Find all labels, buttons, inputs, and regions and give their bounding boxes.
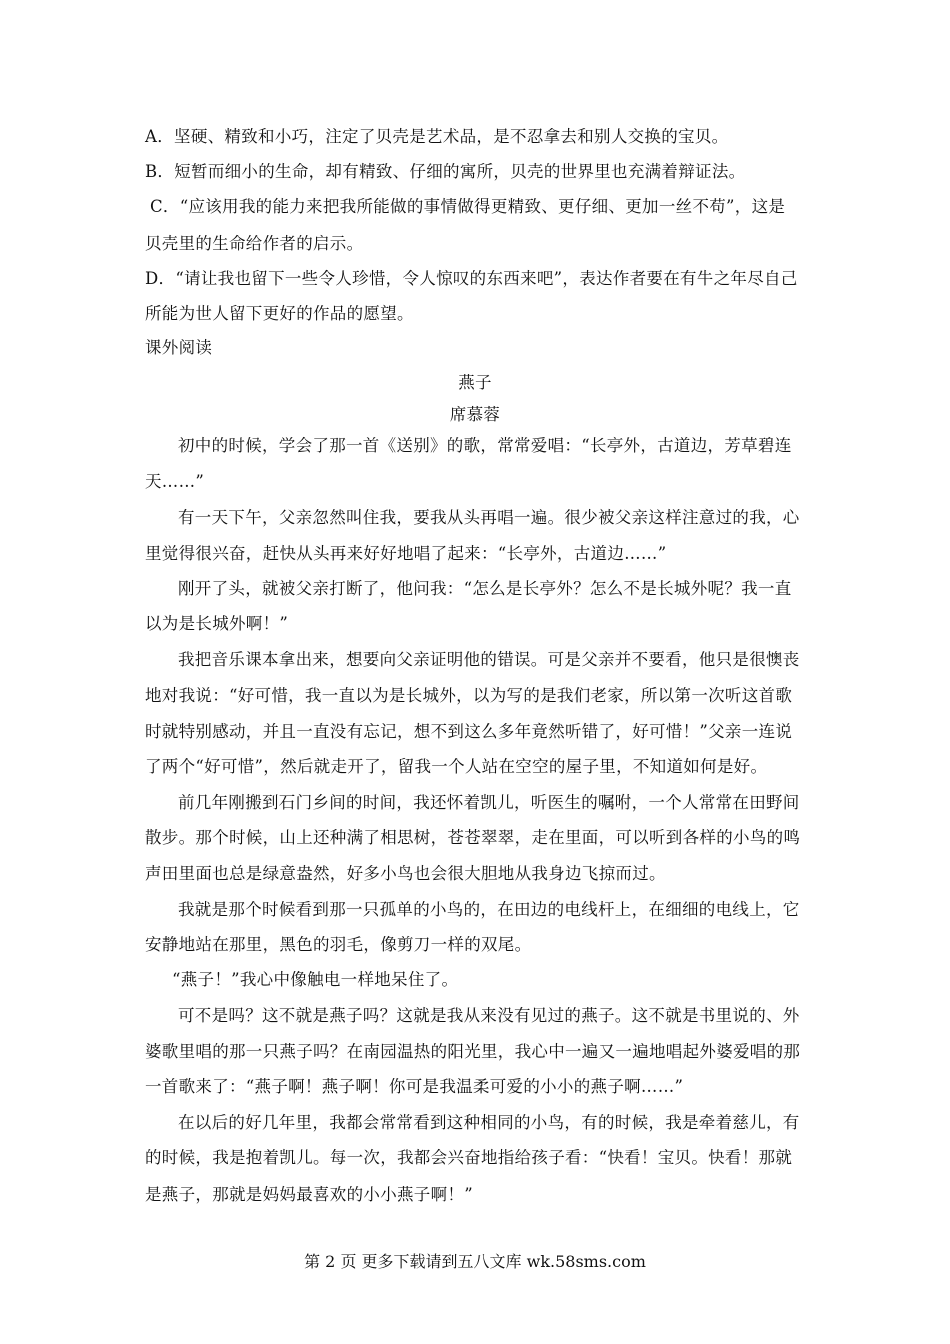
body-line: 时就特别感动，并且一直没有忘记，想不到这么多年竟然听错了，好可惜！”父亲一连说	[145, 722, 793, 741]
body-line: “燕子！”我心中像触电一样地呆住了。	[172, 970, 459, 989]
option-c-line-2: 贝壳里的生命给作者的启示。	[145, 234, 364, 253]
body-line: 我就是那个时候看到那一只孤单的小鸟的，在田边的电线杆上，在细细的电线上，它	[178, 900, 800, 919]
body-line: 刚开了头，就被父亲打断了，他问我：“怎么是长亭外？怎么不是长城外呢？我一直	[178, 579, 792, 598]
body-line: 婆歌里唱的那一只燕子吗？在南园温热的阳光里，我心中一遍又一遍地唱起外婆爱唱的那	[145, 1042, 801, 1061]
body-line: 了两个“好可惜”，然后就走开了，留我一个人站在空空的屋子里，不知道如何是好。	[145, 757, 768, 776]
body-line: 声田里面也总是绿意盎然，好多小鸟也会很大胆地从我身边飞掠而过。	[145, 864, 666, 883]
page-footer: 第 2 页 更多下载请到五八文库 wk.58sms.com	[304, 1252, 646, 1271]
section-label: 课外阅读	[145, 338, 213, 357]
article-author: 席慕蓉	[449, 405, 501, 424]
body-line: 里觉得很兴奋，赶快从头再来好好地唱了起来：“长亭外，古道边……”	[145, 544, 667, 563]
option-b: B．短暂而细小的生命，却有精致、仔细的寓所，贝壳的世界里也充满着辩证法。	[145, 162, 746, 181]
body-line: 以为是长城外啊！”	[145, 614, 289, 633]
body-line: 有一天下午，父亲忽然叫住我，要我从头再唱一遍。很少被父亲这样注意过的我，心	[178, 508, 800, 527]
option-c-line-1: C．“应该用我的能力来把我所能做的事情做得更精致、更仔细、更加一丝不苟”，这是	[150, 197, 786, 216]
body-line: 天……”	[145, 472, 205, 491]
body-line: 散步。那个时候，山上还种满了相思树，苍苍翠翠，走在里面，可以听到各样的小鸟的鸣	[145, 828, 801, 847]
body-line: 前几年刚搬到石门乡间的时间，我还怀着凯儿，听医生的嘱咐，一个人常常在田野间	[178, 793, 800, 812]
body-line: 地对我说：“好可惜，我一直以为是长城外，以为写的是我们老家，所以第一次听这首歌	[145, 686, 793, 705]
option-a: A．坚硬、精致和小巧，注定了贝壳是艺术品，是不忍拿去和别人交换的宝贝。	[145, 127, 729, 146]
body-line: 我把音乐课本拿出来，想要向父亲证明他的错误。可是父亲并不要看，他只是很懊丧	[178, 650, 800, 669]
body-line: 是燕子，那就是妈妈最喜欢的小小燕子啊！”	[145, 1185, 473, 1204]
option-d-line-1: D．“请让我也留下一些令人珍惜，令人惊叹的东西来吧”，表达作者要在有牛之年尽自己	[145, 269, 798, 288]
option-d-line-2: 所能为世人留下更好的作品的愿望。	[145, 304, 414, 323]
body-line: 的时候，我是抱着凯儿。每一次，我都会兴奋地指给孩子看：“快看！宝贝。快看！那就	[145, 1148, 793, 1167]
body-line: 安静地站在那里，黑色的羽毛，像剪刀一样的双尾。	[145, 935, 532, 954]
body-line: 初中的时候，学会了那一首《送别》的歌，常常爱唱：“长亭外，古道边，芳草碧连	[178, 436, 792, 455]
body-line: 可不是吗？这不就是燕子吗？这就是我从来没有见过的燕子。这不就是书里说的、外	[178, 1006, 800, 1025]
body-line: 在以后的好几年里，我都会常常看到这种相同的小鸟，有的时候，我是牵着慈儿，有	[178, 1113, 800, 1132]
article-title: 燕子	[458, 373, 492, 392]
body-line: 一首歌来了：“燕子啊！燕子啊！你可是我温柔可爱的小小的燕子啊……”	[145, 1077, 684, 1096]
